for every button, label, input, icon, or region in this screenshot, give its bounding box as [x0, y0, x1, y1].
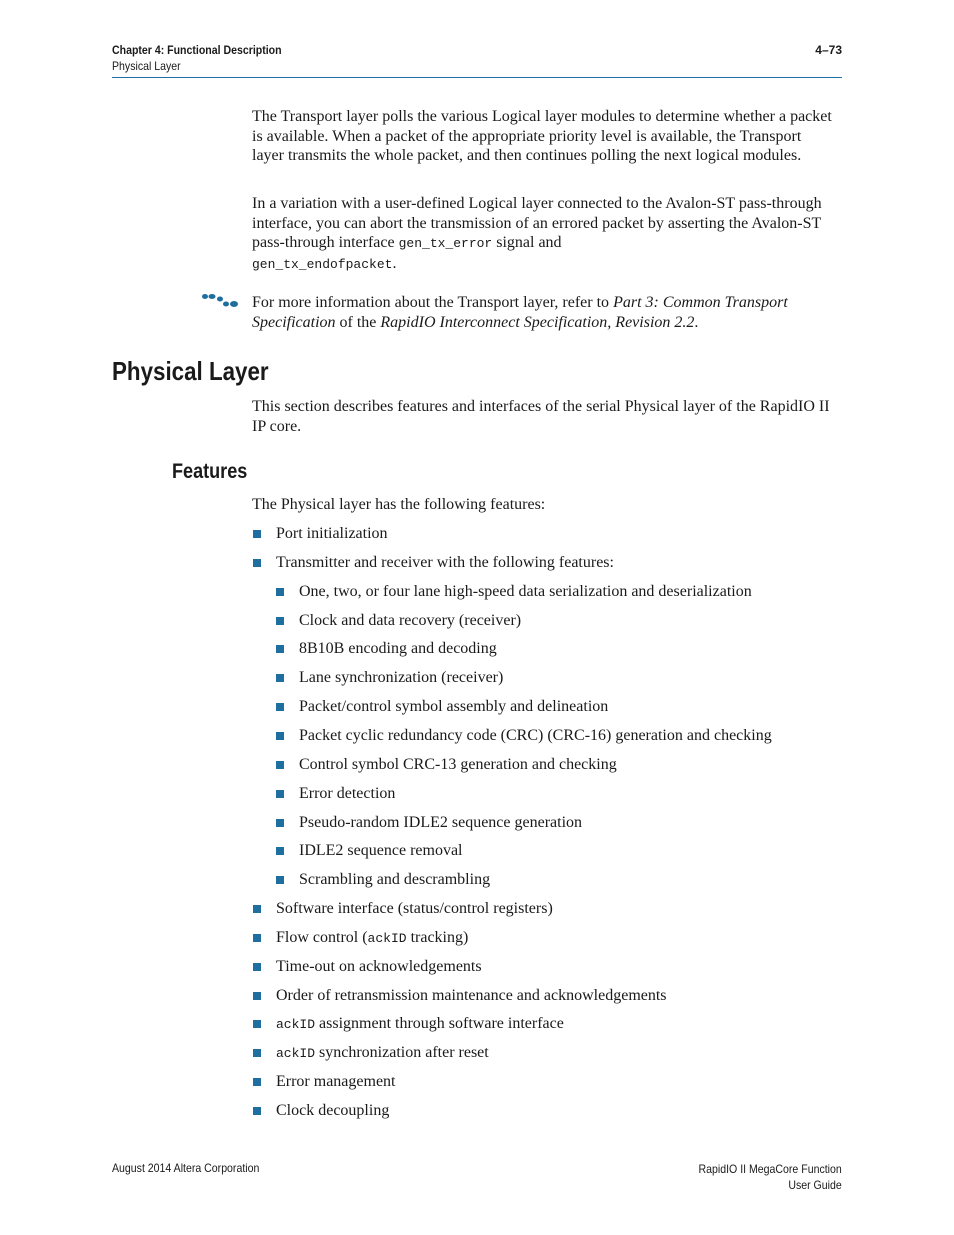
feature-list-item [299, 582, 752, 601]
footer-right-line-1: RapidIO II MegaCore Function [698, 1162, 842, 1176]
square-bullet-icon [253, 559, 261, 567]
transport-paragraph-2-text-a: In a variation with a user-defined Logical layer connected to the Avalon-ST pass-through interface, you can abort the transmission of an errored packet by asserting the Avalon-ST pass-through interface [252, 195, 822, 251]
feature-item-text-post: synchronization after reset [315, 1044, 489, 1061]
note-reference-transport-spec: Part 3: Common Transport Specification [252, 294, 788, 331]
footprints-note-icon [200, 293, 240, 309]
square-bullet-icon [276, 790, 284, 798]
note-text-b: of the [335, 313, 381, 331]
feature-item-text: Error detection [299, 785, 396, 802]
square-bullet-icon [253, 992, 261, 1000]
square-bullet-icon [253, 905, 261, 913]
square-bullet-icon [253, 934, 261, 942]
features-intro: The Physical layer has the following features: [252, 496, 546, 513]
feature-item-text: 8B10B encoding and decoding [299, 640, 497, 657]
note-text-c: . [694, 313, 699, 331]
feature-item-text: Time-out on acknowledgements [276, 958, 482, 975]
note-reference-rapidio-spec: RapidIO Interconnect Specification, Revision 2.2 [380, 313, 695, 331]
feature-list-item [276, 524, 388, 543]
feature-list-item [299, 870, 490, 889]
header-chapter: Chapter 4: Functional Description [112, 43, 282, 57]
feature-item-text: Order of retransmission maintenance and acknowledgements [276, 987, 667, 1004]
transport-paragraph-1: The Transport layer polls the various Logical layer modules to determine whether a packet is available. When a packet of the appropriate priority level is available, the Transport layer transmits the whole packet, and then continues polling the next logical modules. [252, 108, 832, 164]
square-bullet-icon [253, 1078, 261, 1086]
feature-item-code: ackID [367, 931, 407, 946]
feature-item-text: Packet cyclic redundancy code (CRC) (CRC-16) generation and checking [299, 727, 772, 744]
feature-list-item [299, 813, 582, 832]
feature-item-text: One, two, or four lane high-speed data serialization and deserialization [299, 583, 752, 600]
square-bullet-icon [253, 1049, 261, 1057]
code-gen-tx-endofpacket: gen_tx_endofpacket [252, 256, 393, 272]
feature-list-item [299, 668, 503, 687]
transport-paragraph-2-text-b: signal and [492, 234, 562, 251]
feature-list-item [299, 784, 395, 803]
square-bullet-icon [276, 588, 284, 596]
square-bullet-icon [276, 703, 284, 711]
feature-item-code: ackID [276, 1017, 316, 1032]
feature-item-text: Port initialization [276, 525, 388, 542]
transport-paragraph-2 [252, 194, 832, 274]
feature-list-item [276, 1014, 564, 1034]
feature-list-item [299, 611, 521, 630]
footer-left: August 2014 Altera Corporation [112, 1161, 260, 1175]
feature-list-item [276, 1101, 389, 1120]
square-bullet-icon [276, 674, 284, 682]
feature-list-item [276, 1043, 489, 1063]
feature-list-item [299, 841, 462, 860]
feature-item-text: Software interface (status/control registers) [276, 900, 553, 917]
feature-item-text: Clock decoupling [276, 1102, 390, 1119]
feature-list-item [276, 928, 468, 948]
note-text-a: For more information about the Transport layer, refer to [252, 294, 614, 311]
footer-right [679, 1161, 842, 1193]
feature-item-text: Lane synchronization (receiver) [299, 669, 504, 686]
square-bullet-icon [276, 645, 284, 653]
feature-item-text: Error management [276, 1073, 396, 1090]
feature-list-item [276, 1072, 396, 1091]
square-bullet-icon [253, 1107, 261, 1115]
feature-list-item [276, 986, 667, 1005]
feature-item-text: Scrambling and descrambling [299, 871, 491, 888]
feature-list-item [299, 697, 608, 716]
square-bullet-icon [276, 617, 284, 625]
feature-item-text-post: assignment through software interface [315, 1015, 564, 1032]
feature-item-code: ackID [276, 1046, 316, 1061]
transport-paragraph-2-text-c: . [392, 254, 397, 272]
square-bullet-icon [253, 1020, 261, 1028]
subsection-heading-features: Features [172, 460, 248, 483]
feature-item-text-post: tracking) [406, 929, 469, 946]
feature-item-text: Control symbol CRC-13 generation and checking [299, 756, 617, 773]
code-gen-tx-error: gen_tx_error [398, 236, 493, 251]
square-bullet-icon [276, 847, 284, 855]
square-bullet-icon [276, 732, 284, 740]
header-section: Physical Layer [112, 59, 181, 73]
square-bullet-icon [253, 963, 261, 971]
feature-list-item [299, 639, 497, 658]
header-rule [112, 77, 842, 78]
feature-list-item [276, 553, 614, 572]
feature-item-text-pre: Flow control ( [276, 929, 368, 946]
feature-list-item [299, 726, 772, 745]
section-heading-physical-layer: Physical Layer [112, 356, 269, 386]
note-paragraph [252, 293, 832, 332]
header-page-number: 4–73 [815, 43, 842, 57]
feature-item-text: Clock and data recovery (receiver) [299, 612, 522, 629]
physical-layer-intro: This section describes features and interfaces of the serial Physical layer of the RapidIO II IP core. [252, 398, 830, 435]
feature-item-text: Pseudo-random IDLE2 sequence generation [299, 814, 583, 831]
square-bullet-icon [276, 819, 284, 827]
square-bullet-icon [276, 876, 284, 884]
footer-right-line-2: User Guide [788, 1178, 842, 1192]
square-bullet-icon [276, 761, 284, 769]
feature-item-text: IDLE2 sequence removal [299, 842, 463, 859]
feature-item-text: Transmitter and receiver with the following features: [276, 554, 614, 571]
feature-item-text: Packet/control symbol assembly and delineation [299, 698, 609, 715]
feature-list-item [276, 899, 553, 918]
square-bullet-icon [253, 530, 261, 538]
feature-list-item [276, 957, 482, 976]
feature-list-item [299, 755, 617, 774]
